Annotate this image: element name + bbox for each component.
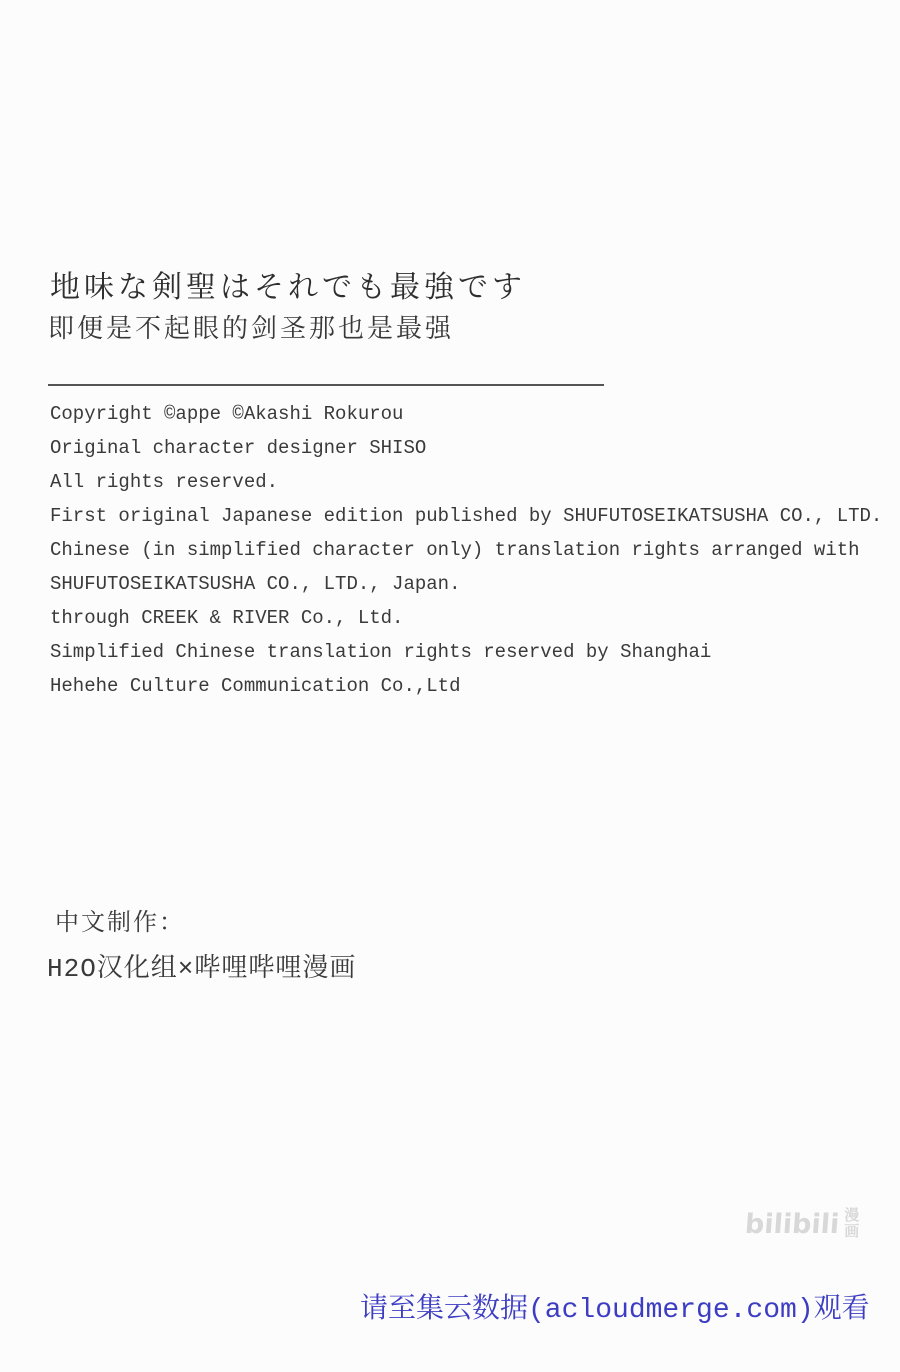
copyright-line: Simplified Chinese translation rights reserved by Shanghai (50, 641, 712, 663)
copyright-line: Chinese (in simplified character only) translation rights arranged with (50, 539, 860, 561)
divider-line (48, 384, 604, 386)
manga-logo-char-top: 漫 (844, 1207, 860, 1224)
title-japanese: 地味な剣聖はそれでも最強です (50, 271, 526, 304)
credits-label: 中文制作： (55, 910, 185, 936)
bilibili-wordmark: bilibili (743, 1208, 841, 1240)
credits-value: H2O汉化组×哔哩哔哩漫画 (47, 954, 357, 984)
manga-logo-char-bottom: 画 (844, 1223, 860, 1240)
copyright-line: All rights reserved. (50, 471, 279, 493)
copyright-line: Hehehe Culture Communication Co.,Ltd (50, 675, 461, 697)
bilibili-manga-logo (745, 1208, 859, 1240)
title-chinese: 即便是不起眼的剑圣那也是最强 (48, 314, 455, 343)
credits-block (47, 902, 356, 984)
copyright-line: Copyright ©appe ©Akashi Rokurou (50, 403, 404, 425)
copyright-line: through CREEK & RIVER Co., Ltd. (50, 607, 404, 629)
copyright-line: First original Japanese edition published by SHUFUTOSEIKATSUSHA CO., LTD. (50, 505, 883, 527)
manga-logo-text (844, 1208, 859, 1240)
copyright-line: SHUFUTOSEIKATSUSHA CO., LTD., Japan. (50, 573, 461, 595)
copyright-block (50, 397, 882, 703)
watermark-notice: 请至集云数据(acloudmerge.com)观看 (360, 1295, 870, 1326)
copyright-line: Original character designer SHISO (50, 437, 427, 459)
